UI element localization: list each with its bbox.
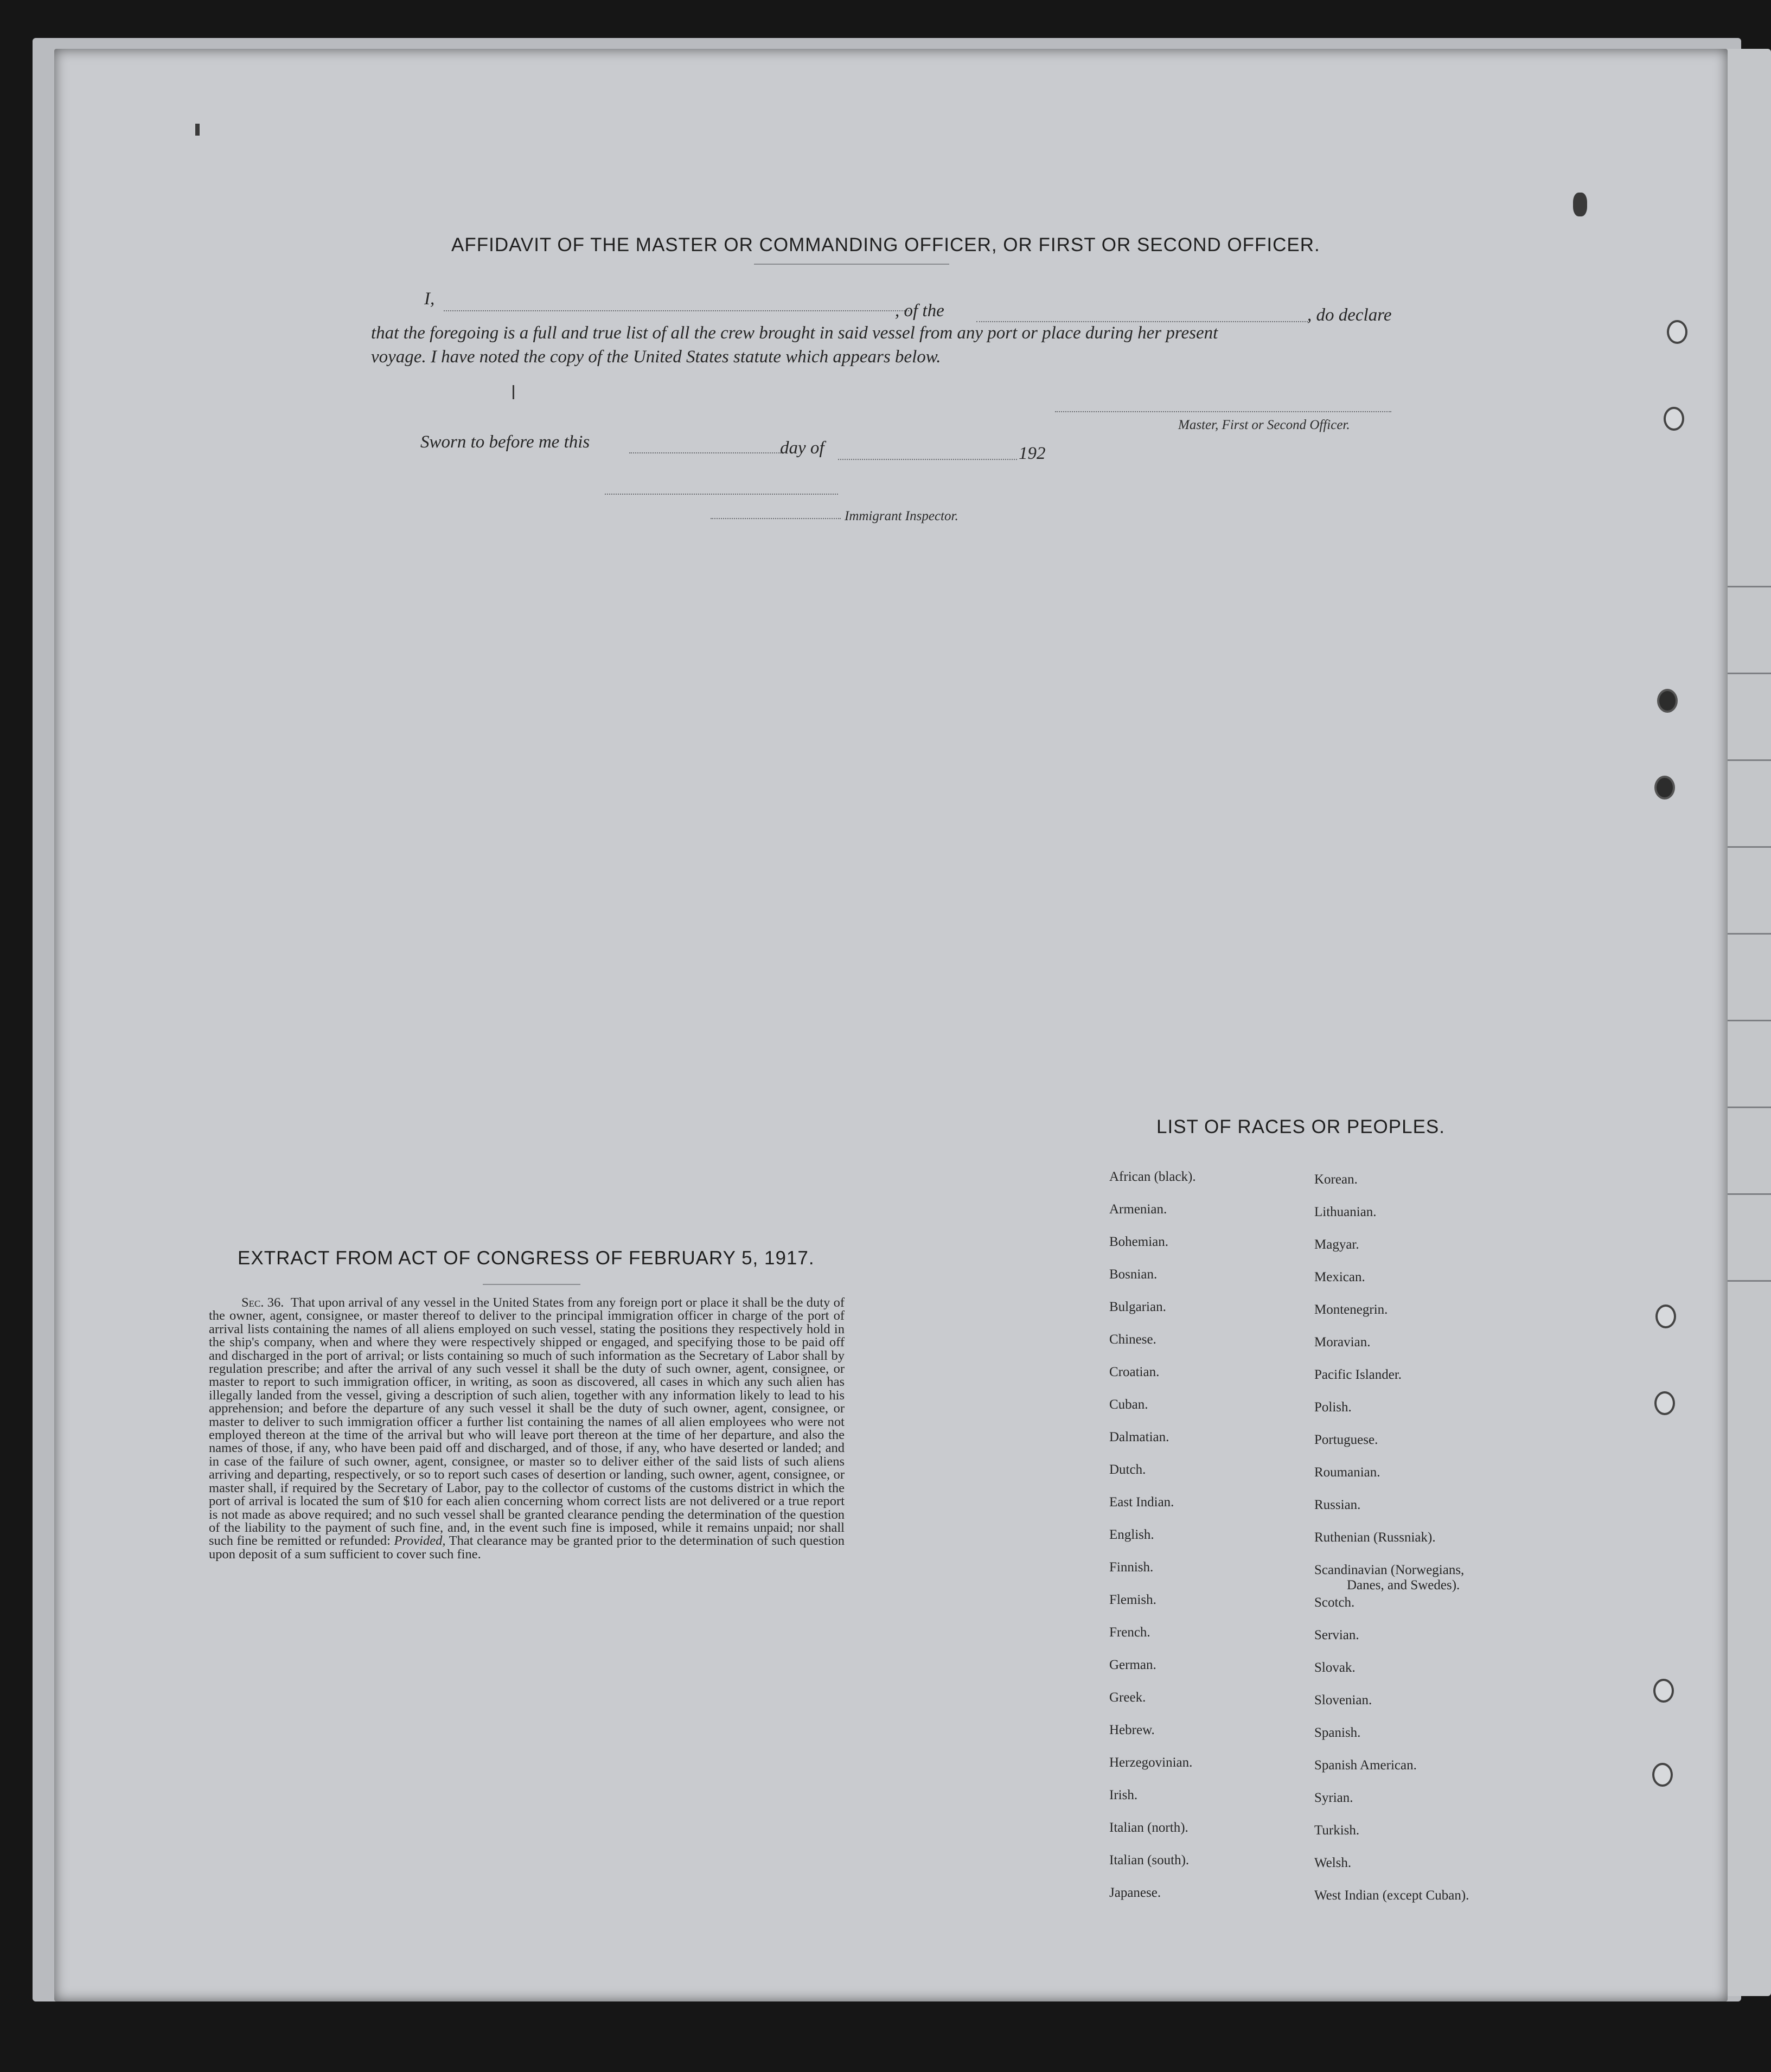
affidavit-statute-note: voyage. I have noted the copy of the United States statute which appears below. — [371, 347, 941, 367]
race-item: Danes, and Swedes). — [1347, 1578, 1460, 1593]
race-item: Irish. — [1109, 1788, 1138, 1802]
race-item: Spanish. — [1314, 1725, 1361, 1740]
signature-caption: Master, First or Second Officer. — [1178, 418, 1350, 432]
month-blank-line — [838, 459, 1017, 460]
race-item: Bosnian. — [1109, 1267, 1158, 1282]
race-item: West Indian (except Cuban). — [1314, 1888, 1469, 1903]
race-item: German. — [1109, 1658, 1156, 1672]
statute-paragraph — [209, 1296, 845, 1561]
name-blank-line — [444, 310, 909, 311]
race-item: Portuguese. — [1314, 1433, 1378, 1447]
inspector-signature-line — [605, 494, 838, 495]
stray-mark — [195, 124, 200, 136]
race-item: Hebrew. — [1109, 1723, 1155, 1737]
sworn-text: Sworn to before me this — [420, 432, 590, 452]
race-item: Scotch. — [1314, 1595, 1355, 1610]
punch-hole — [1652, 1763, 1673, 1787]
affidavit-i: I, — [424, 289, 435, 309]
provided-label: Provided, — [394, 1533, 446, 1549]
race-item: Montenegrin. — [1314, 1302, 1388, 1317]
inspector-signature-line — [711, 518, 841, 519]
races-list-left — [1109, 1169, 1337, 1917]
race-item: Italian (north). — [1109, 1820, 1188, 1835]
affidavit-do-declare: , do declare — [1307, 305, 1392, 325]
race-item: Slovenian. — [1314, 1693, 1372, 1708]
heading-rule — [483, 1284, 580, 1285]
races-list-right — [1314, 1172, 1542, 1920]
sworn-year: 192 — [1019, 444, 1046, 463]
punch-hole — [1667, 320, 1687, 344]
race-item: Flemish. — [1109, 1593, 1156, 1607]
punch-hole — [1654, 776, 1675, 800]
race-item: Ruthenian (Russniak). — [1314, 1530, 1436, 1545]
signature-line — [1055, 411, 1391, 412]
race-item: Cuban. — [1109, 1397, 1148, 1412]
punch-hole — [1653, 1679, 1674, 1703]
race-item: Polish. — [1314, 1400, 1352, 1415]
race-item: Syrian. — [1314, 1790, 1353, 1805]
race-item: Mexican. — [1314, 1270, 1365, 1284]
race-item: Spanish American. — [1314, 1758, 1417, 1773]
race-item: Herzegovinian. — [1109, 1755, 1193, 1770]
race-item: Roumanian. — [1314, 1465, 1380, 1480]
race-item: Magyar. — [1314, 1237, 1359, 1252]
race-item: Scandinavian (Norwegians, — [1314, 1563, 1465, 1577]
race-item: Welsh. — [1314, 1856, 1352, 1870]
race-item: Slovak. — [1314, 1660, 1356, 1675]
race-item: Armenian. — [1109, 1202, 1167, 1217]
punch-hole — [1655, 1304, 1676, 1328]
statute-proviso: That clearance may be granted prior to the determination of such question upon deposit of a sum sufficient to cover such fine. — [209, 1533, 845, 1562]
race-item: English. — [1109, 1527, 1154, 1542]
heading-rule — [754, 264, 949, 265]
section-label: Sec. 36. — [241, 1295, 284, 1310]
inspector-caption: Immigrant Inspector. — [845, 509, 958, 523]
race-item: Korean. — [1314, 1172, 1358, 1187]
race-item: Croatian. — [1109, 1365, 1160, 1379]
race-item: Japanese. — [1109, 1885, 1161, 1900]
race-item: Lithuanian. — [1314, 1205, 1377, 1219]
affidavit-of-the: , of the — [895, 301, 944, 321]
race-item: French. — [1109, 1625, 1150, 1640]
race-item: Dalmatian. — [1109, 1430, 1169, 1444]
sworn-day-of: day of — [780, 438, 824, 458]
race-item: Greek. — [1109, 1690, 1146, 1705]
races-heading: LIST OF RACES OR PEOPLES. — [1156, 1116, 1446, 1137]
race-item: Dutch. — [1109, 1462, 1146, 1477]
punch-hole — [1657, 689, 1678, 713]
statute-text: That upon arrival of any vessel in the United States from any foreign port or place it shall be the duty of the owner, agent, consignee, or master thereof to deliver to the principal immigration officer in charge of the port of arrival lists containing the names of all aliens employed on such vessel, stating the positions they respectively hold in the ship's company, when and where they were respectively shipped or engaged, and specifying those to be paid off and discharged in the port of arrival; or lists containing so much of such information as the Secretary of Labor shall by regulation prescribe; and after the arrival of any such vessel it shall be the duty of such owner, agent, consignee, or master to report to such immigration officer, in writing, as soon as discovered, all cases in which any such alien has illegally landed from the vessel, giving a description of such alien, together with any information likely to lead to his apprehension; and before the departure of any such vessel it shall be the duty of such owner, agent, consignee, or master to deliver to such immigration officer a further list containing the names of all alien employees who were not employed thereon at the time of the arrival but who will leave port thereon at the time of her departure, and also the names of those, if any, who have been paid off and discharged, and of those, if any, who have deserted or landed; and in case of the failure of such owner, agent, consignee, or master so to deliver either of the said lists of such aliens arriving and departing, respectively, or so to report such cases of desertion or landing, such owner, agent, consignee, or master shall, if required by the Secretary of Labor, pay to the collector of customs of the customs district in which the port of arrival is located the sum of $10 for each alien concerning whom correct lists are not delivered or a true report is not made as above required; and no such vessel shall be granted clearance pending the determination of the question of the liability to the payment of such fine, and, in the event such fine is imposed, while it remains unpaid; nor shall such fine be remitted or refunded: — [209, 1295, 845, 1549]
punch-hole — [1654, 1391, 1675, 1415]
race-item: Bohemian. — [1109, 1235, 1169, 1249]
affidavit-heading: AFFIDAVIT OF THE MASTER OR COMMANDING OFFICER, OR FIRST OR SECOND OFFICER. — [451, 234, 1320, 255]
extract-heading: EXTRACT FROM ACT OF CONGRESS OF FEBRUARY 5, 1917. — [238, 1248, 815, 1269]
race-item: Russian. — [1314, 1498, 1361, 1512]
stray-mark — [513, 385, 514, 399]
race-item: Pacific Islander. — [1314, 1367, 1402, 1382]
race-item: Bulgarian. — [1109, 1300, 1166, 1314]
race-item: East Indian. — [1109, 1495, 1174, 1510]
race-item: Servian. — [1314, 1628, 1359, 1642]
day-blank-line — [629, 452, 781, 453]
race-item: Moravian. — [1314, 1335, 1371, 1350]
race-item: Turkish. — [1314, 1823, 1360, 1838]
affidavit-statement: that the foregoing is a full and true list of all the crew brought in said vessel from any port or place during her present — [371, 323, 1218, 343]
race-item: Finnish. — [1109, 1560, 1154, 1575]
race-item: African (black). — [1109, 1169, 1196, 1184]
race-item: Chinese. — [1109, 1332, 1156, 1347]
ink-blot — [1573, 193, 1587, 216]
vessel-blank-line — [976, 321, 1310, 322]
race-item: Italian (south). — [1109, 1853, 1190, 1868]
punch-hole — [1664, 407, 1684, 431]
